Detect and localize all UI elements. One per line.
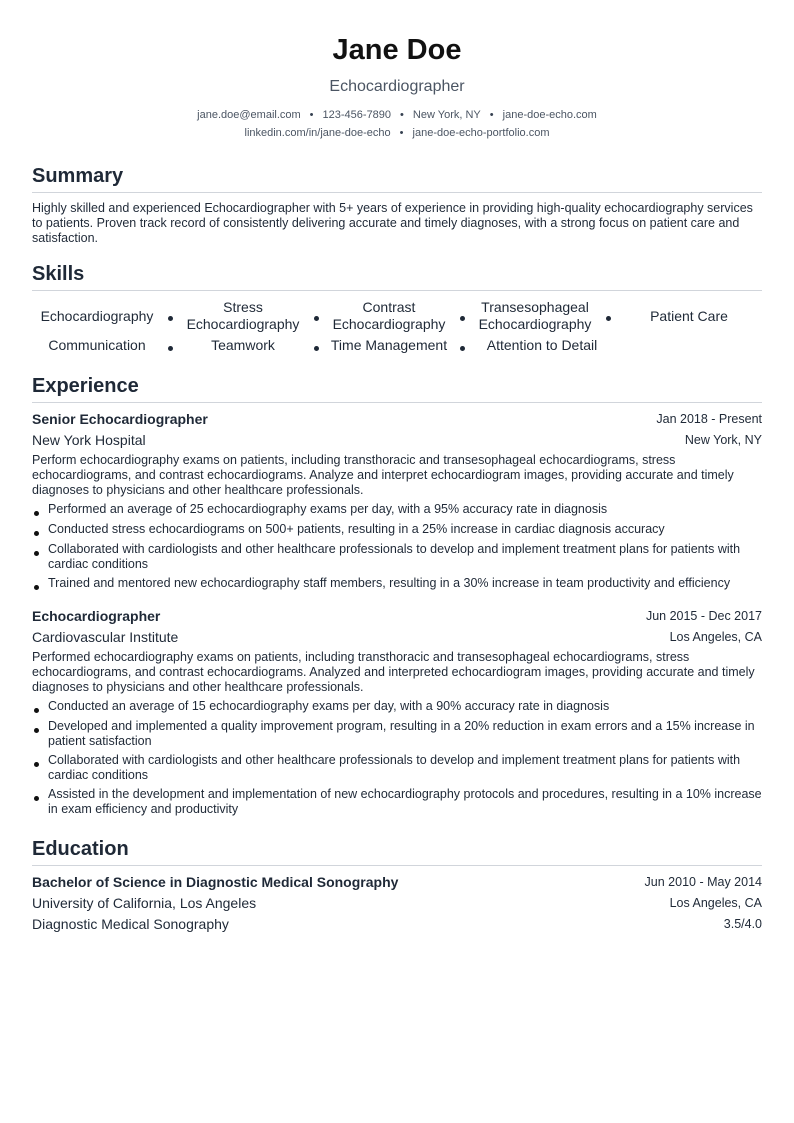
bullet-dot bbox=[34, 762, 39, 767]
section-divider bbox=[32, 865, 762, 866]
section-heading-skills: Skills bbox=[32, 263, 85, 285]
education-dates: Jun 2010 - May 2014 bbox=[644, 875, 762, 889]
bullet-text: Conducted stress echocardiograms on 500+ patients, resulting in a 25% increase in cardiac diagnosis accuracy bbox=[48, 522, 665, 536]
candidate-name: Jane Doe bbox=[332, 34, 462, 66]
bullet-text: Collaborated with cardiologists and other healthcare professionals to develop and implement treatment plans for patients with cardiac conditions bbox=[48, 753, 741, 782]
skill-separator-dot bbox=[168, 346, 173, 351]
education-location: Los Angeles, CA bbox=[669, 896, 762, 910]
summary-text: Highly skilled and experienced Echocardiographer with 5+ years of experience in providing high-quality echocardiography services to patients. Proven track record of consistently delivering accurate and timely diagnoses, with a strong focus on patient care and satisfaction. bbox=[32, 201, 753, 245]
skill-separator-dot bbox=[606, 316, 611, 321]
section-divider bbox=[32, 402, 762, 403]
education-gpa: 3.5/4.0 bbox=[723, 917, 762, 931]
job-location: New York, NY bbox=[684, 433, 762, 447]
candidate-title: Echocardiographer bbox=[329, 78, 465, 95]
skill-item: Patient Care bbox=[650, 308, 728, 324]
location-text: New York, NY bbox=[412, 109, 481, 121]
skill-item: Echocardiography bbox=[40, 308, 154, 324]
email-link[interactable]: jane.doe@email.com bbox=[197, 109, 301, 121]
separator-dot: • bbox=[400, 109, 404, 121]
skill-item: Stress Echocardiography bbox=[186, 299, 300, 332]
job-role: Senior Echocardiographer bbox=[32, 411, 208, 427]
job-description: Performed echocardiography exams on patients, including transthoracic and transesophageal echocardiograms, stress echocardiograms, and contrast echocardiograms. Analyzed and interpreted echocardiogram images, providing accurate and timely diagnoses to physicians and other healthcare professionals. bbox=[32, 650, 755, 694]
bullet-dot bbox=[34, 585, 39, 590]
job-dates: Jan 2018 - Present bbox=[656, 412, 762, 426]
job-company: Cardiovascular Institute bbox=[32, 629, 179, 645]
skill-item: Time Management bbox=[330, 337, 448, 353]
bullet-text: Conducted an average of 15 echocardiography exams per day, with a 90% accuracy rate in diagnosis bbox=[48, 699, 610, 713]
section-heading-experience: Experience bbox=[32, 375, 139, 397]
job-location: Los Angeles, CA bbox=[669, 630, 762, 644]
skill-item: Attention to Detail bbox=[486, 337, 598, 353]
bullet-dot bbox=[34, 511, 39, 516]
skill-separator-dot bbox=[460, 346, 465, 351]
bullet-dot bbox=[34, 708, 39, 713]
education-field: Diagnostic Medical Sonography bbox=[32, 916, 229, 932]
bullet-dot bbox=[34, 551, 39, 556]
job-role: Echocardiographer bbox=[32, 608, 161, 624]
job-company: New York Hospital bbox=[32, 432, 146, 448]
contact-line-1 bbox=[32, 108, 762, 122]
skill-item: Transesophageal Echocardiography bbox=[478, 299, 592, 332]
bullet-text: Trained and mentored new echocardiography staff members, resulting in a 30% increase in team productivity and efficiency bbox=[48, 576, 731, 590]
skill-separator-dot bbox=[168, 316, 173, 321]
skill-item: Teamwork bbox=[211, 337, 275, 353]
contact-line-2 bbox=[32, 126, 762, 140]
education-degree: Bachelor of Science in Diagnostic Medical Sonography bbox=[32, 874, 399, 890]
bullet-dot bbox=[34, 796, 39, 801]
skill-item: Communication bbox=[48, 337, 146, 353]
section-heading-summary: Summary bbox=[32, 165, 124, 187]
skill-item: Contrast Echocardiography bbox=[332, 299, 446, 332]
linkedin-link[interactable]: linkedin.com/in/jane-doe-echo bbox=[244, 127, 391, 139]
bullet-text: Assisted in the development and implementation of new echocardiography protocols and procedures, resulting in a 10% increase in exam efficiency and productivity bbox=[48, 787, 762, 816]
separator-dot: • bbox=[309, 109, 314, 121]
skill-separator-dot bbox=[314, 316, 319, 321]
education-school: University of California, Los Angeles bbox=[32, 895, 257, 911]
section-heading-education: Education bbox=[32, 838, 129, 860]
portfolio-link[interactable]: jane-doe-echo-portfolio.com bbox=[412, 127, 550, 139]
bullet-text: Performed an average of 25 echocardiography exams per day, with a 95% accuracy rate in diagnosis bbox=[48, 502, 608, 516]
section-divider bbox=[32, 290, 762, 291]
bullet-dot bbox=[34, 728, 39, 733]
skill-separator-dot bbox=[460, 316, 465, 321]
section-divider bbox=[32, 192, 762, 193]
bullet-dot bbox=[34, 531, 39, 536]
website-link[interactable]: jane-doe-echo.com bbox=[502, 109, 597, 121]
job-description: Perform echocardiography exams on patients, including transthoracic and transesophageal echocardiograms, stress echocardiograms, and contrast echocardiograms. Analyze and interpret echocardiogram images, providing accurate and timely diagnoses to physicians and other healthcare professionals. bbox=[32, 453, 734, 497]
bullet-text: Developed and implemented a quality improvement program, resulting in a 20% reduction in exam errors and a 15% increase in patient satisfaction bbox=[48, 719, 755, 748]
separator-dot: • bbox=[399, 127, 404, 139]
bullet-text: Collaborated with cardiologists and other healthcare professionals to develop and implement treatment plans for patients with cardiac conditions bbox=[48, 542, 741, 571]
job-dates: Jun 2015 - Dec 2017 bbox=[645, 609, 762, 623]
phone-text: 123-456-7890 bbox=[322, 109, 392, 121]
separator-dot: • bbox=[489, 109, 494, 121]
